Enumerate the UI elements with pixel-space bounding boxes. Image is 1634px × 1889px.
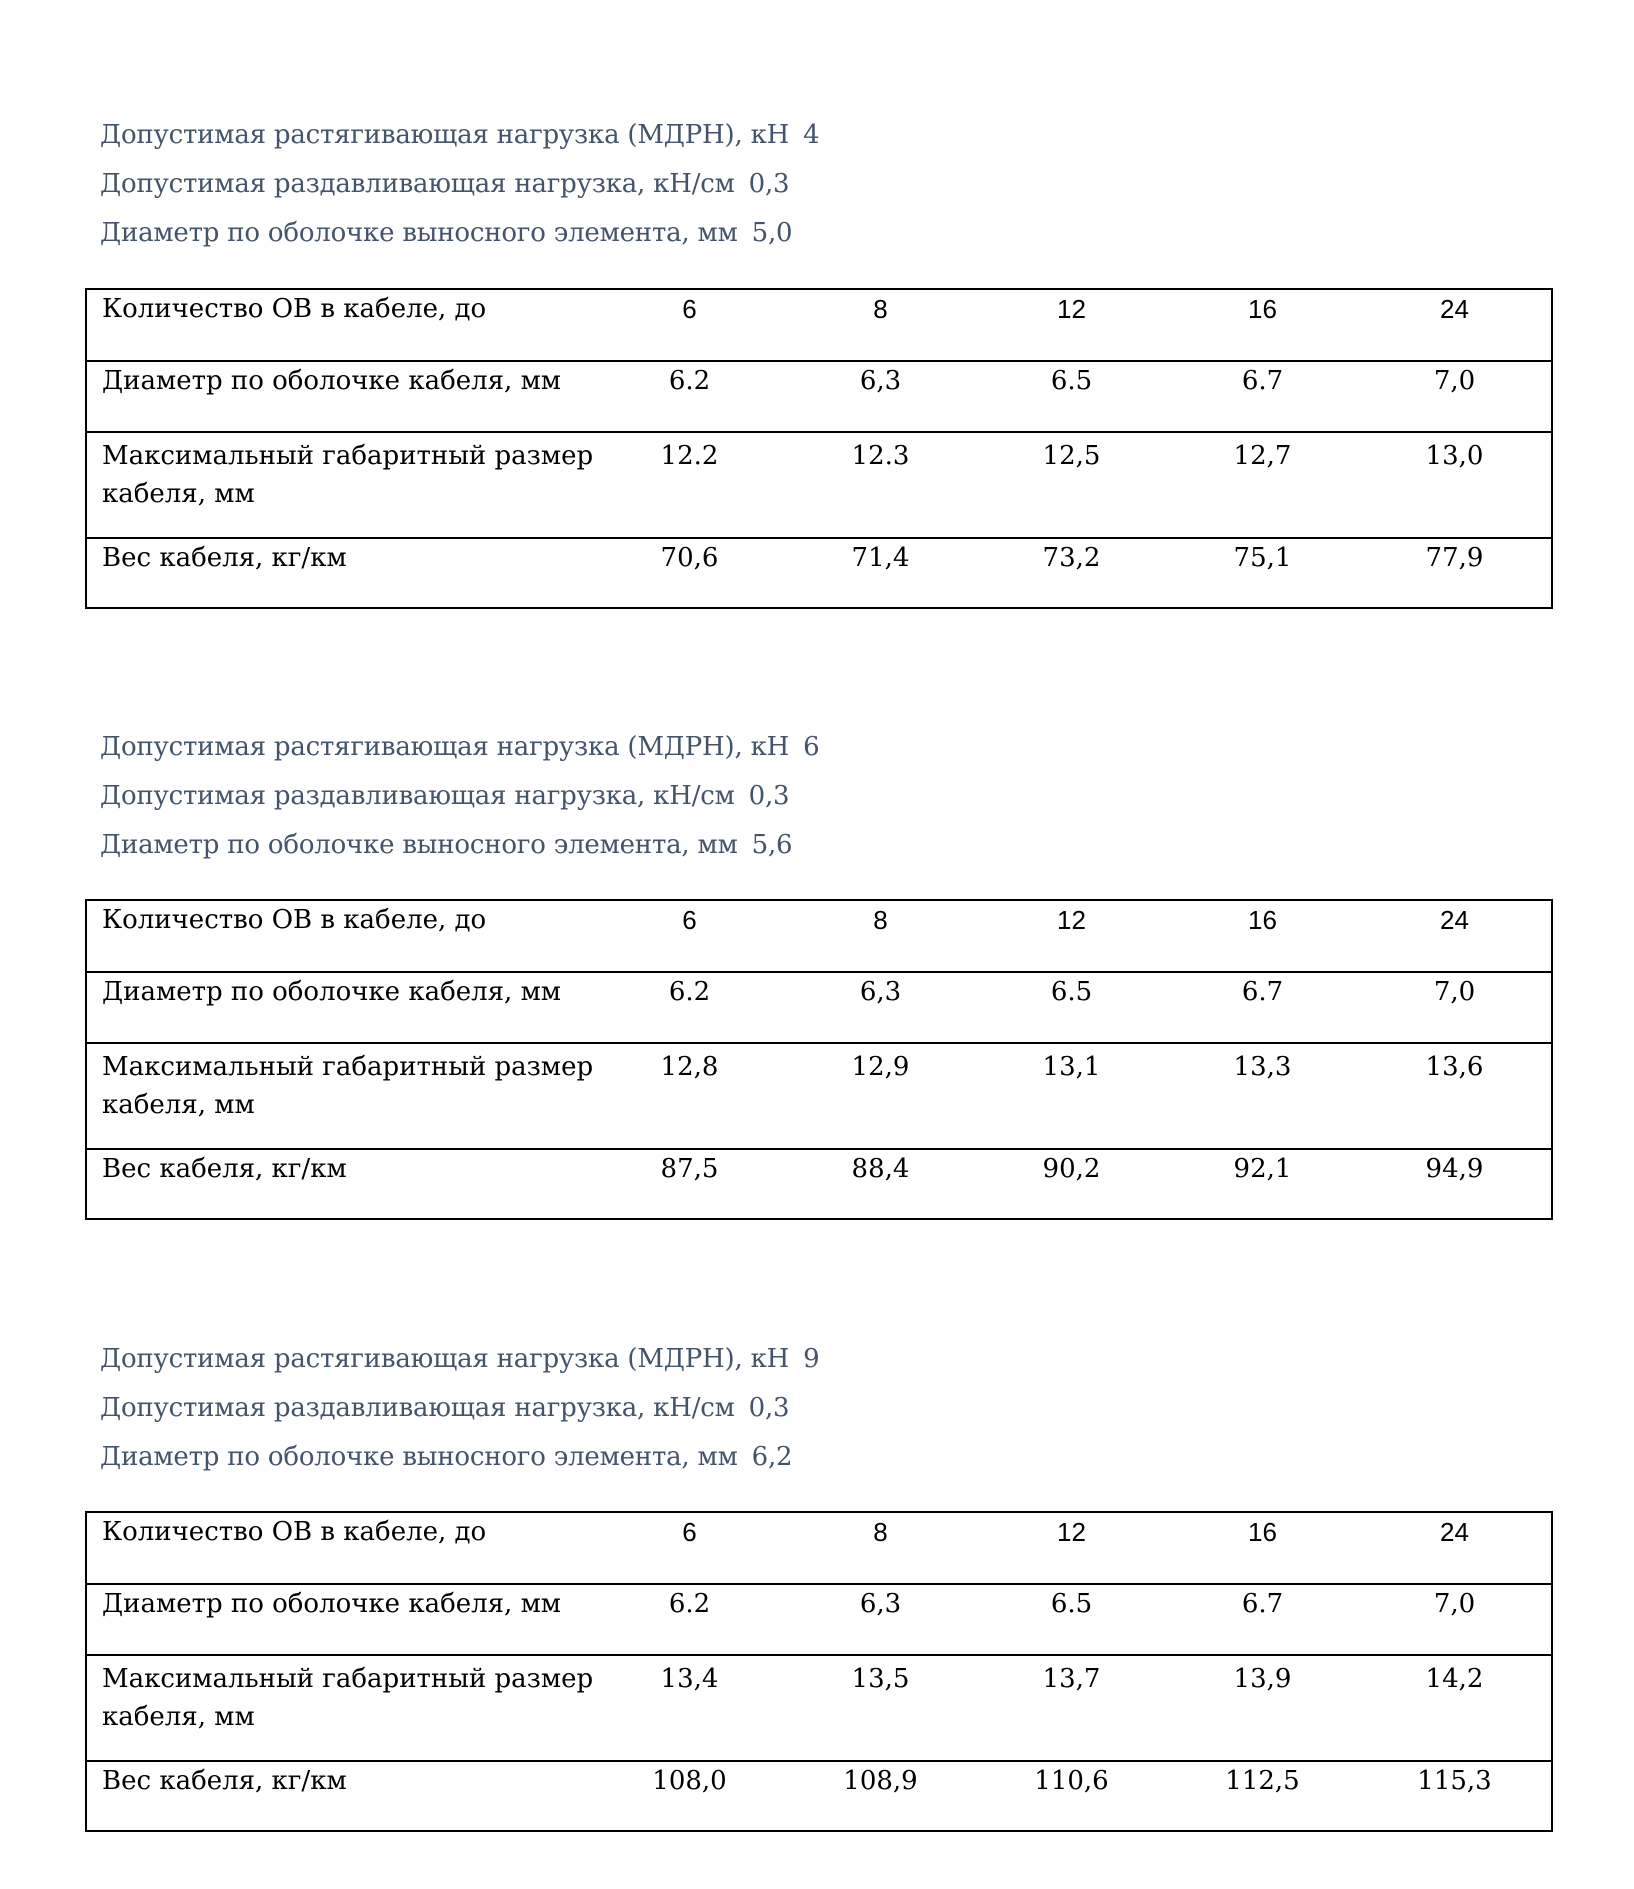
cell-value: 13,6 xyxy=(1358,1043,1552,1149)
cell-value: 7,0 xyxy=(1358,361,1552,432)
row-label: Максимальный габаритный размер кабеля, мм xyxy=(86,1655,594,1761)
cell-value: 73,2 xyxy=(976,538,1167,608)
cell-value: 6.2 xyxy=(594,361,785,432)
spec-value: 5,0 xyxy=(751,218,793,248)
spec-label: Допустимая растягивающая нагрузка (МДРН), кН xyxy=(100,732,790,762)
table-row-max-size xyxy=(86,432,1552,538)
row-label: Количество ОВ в кабеле, до xyxy=(86,900,594,972)
spec-label: Допустимая растягивающая нагрузка (МДРН), кН xyxy=(100,1344,790,1374)
cell-value: 8 xyxy=(785,1512,976,1584)
cell-value: 115,3 xyxy=(1358,1761,1552,1831)
cell-value: 6.5 xyxy=(976,361,1167,432)
row-label: Вес кабеля, кг/км xyxy=(86,1761,594,1831)
cell-value: 6.5 xyxy=(976,972,1167,1043)
cell-value: 75,1 xyxy=(1167,538,1358,608)
spec-value: 0,3 xyxy=(748,1393,790,1423)
cell-value: 7,0 xyxy=(1358,972,1552,1043)
cell-value: 12,9 xyxy=(785,1043,976,1149)
cell-value: 110,6 xyxy=(976,1761,1167,1831)
cable-params-table xyxy=(85,1511,1553,1832)
cell-value: 6,3 xyxy=(785,972,976,1043)
spec-tensile-load xyxy=(100,120,819,150)
spec-label: Допустимая раздавливающая нагрузка, кН/см xyxy=(100,1393,735,1423)
spec-label: Допустимая раздавливающая нагрузка, кН/см xyxy=(100,781,735,811)
spec-label: Допустимая растягивающая нагрузка (МДРН), кН xyxy=(100,120,790,150)
cell-value: 12 xyxy=(976,1512,1167,1584)
cable-params-table xyxy=(85,288,1553,609)
cell-value: 13,3 xyxy=(1167,1043,1358,1149)
cell-value: 13,0 xyxy=(1358,432,1552,538)
spec-crush-load xyxy=(100,1393,789,1423)
cell-value: 6.5 xyxy=(976,1584,1167,1655)
row-label: Максимальный габаритный размер кабеля, мм xyxy=(86,1043,594,1149)
cell-value: 88,4 xyxy=(785,1149,976,1219)
table-row-weight xyxy=(86,1761,1552,1831)
cell-value: 12.3 xyxy=(785,432,976,538)
cell-value: 16 xyxy=(1167,1512,1358,1584)
table-row-fiber-count xyxy=(86,900,1552,972)
cell-value: 6.2 xyxy=(594,972,785,1043)
cell-value: 6.7 xyxy=(1167,361,1358,432)
cell-value: 6,3 xyxy=(785,361,976,432)
cell-value: 13,1 xyxy=(976,1043,1167,1149)
cell-value: 108,0 xyxy=(594,1761,785,1831)
spec-value: 0,3 xyxy=(748,169,790,199)
cell-value: 12,5 xyxy=(976,432,1167,538)
cell-value: 12,7 xyxy=(1167,432,1358,538)
cell-value: 70,6 xyxy=(594,538,785,608)
row-label: Максимальный габаритный размер кабеля, мм xyxy=(86,432,594,538)
table-row-weight xyxy=(86,538,1552,608)
table-row-sheath-diameter xyxy=(86,1584,1552,1655)
row-label: Диаметр по оболочке кабеля, мм xyxy=(86,1584,594,1655)
cell-value: 24 xyxy=(1358,289,1552,361)
spec-value: 6,2 xyxy=(751,1442,793,1472)
spec-tensile-load xyxy=(100,732,819,762)
spec-element-diameter xyxy=(100,830,792,860)
table-row-sheath-diameter xyxy=(86,972,1552,1043)
cell-value: 13,5 xyxy=(785,1655,976,1761)
cell-value: 12 xyxy=(976,900,1167,972)
spec-crush-load xyxy=(100,781,789,811)
cell-value: 87,5 xyxy=(594,1149,785,1219)
cell-value: 108,9 xyxy=(785,1761,976,1831)
cell-value: 6,3 xyxy=(785,1584,976,1655)
spec-value: 6 xyxy=(803,732,820,762)
spec-value: 4 xyxy=(803,120,820,150)
row-label: Количество ОВ в кабеле, до xyxy=(86,1512,594,1584)
cell-value: 6.7 xyxy=(1167,972,1358,1043)
cell-value: 12,8 xyxy=(594,1043,785,1149)
cell-value: 24 xyxy=(1358,1512,1552,1584)
cell-value: 6 xyxy=(594,1512,785,1584)
spec-element-diameter xyxy=(100,218,792,248)
cell-value: 13,4 xyxy=(594,1655,785,1761)
table-row-fiber-count xyxy=(86,289,1552,361)
spec-label: Диаметр по оболочке выносного элемента, мм xyxy=(100,218,738,248)
spec-value: 5,6 xyxy=(751,830,793,860)
row-label: Вес кабеля, кг/км xyxy=(86,538,594,608)
cell-value: 7,0 xyxy=(1358,1584,1552,1655)
row-label: Диаметр по оболочке кабеля, мм xyxy=(86,361,594,432)
spec-element-diameter xyxy=(100,1442,792,1472)
cell-value: 92,1 xyxy=(1167,1149,1358,1219)
cell-value: 6 xyxy=(594,289,785,361)
cell-value: 94,9 xyxy=(1358,1149,1552,1219)
spec-label: Диаметр по оболочке выносного элемента, мм xyxy=(100,1442,738,1472)
table-row-max-size xyxy=(86,1043,1552,1149)
cell-value: 6 xyxy=(594,900,785,972)
cell-value: 8 xyxy=(785,900,976,972)
spec-value: 9 xyxy=(803,1344,820,1374)
cable-params-table xyxy=(85,899,1553,1220)
cell-value: 14,2 xyxy=(1358,1655,1552,1761)
cell-value: 77,9 xyxy=(1358,538,1552,608)
spec-label: Допустимая раздавливающая нагрузка, кН/см xyxy=(100,169,735,199)
table-row-max-size xyxy=(86,1655,1552,1761)
cell-value: 8 xyxy=(785,289,976,361)
cell-value: 6.7 xyxy=(1167,1584,1358,1655)
cell-value: 12.2 xyxy=(594,432,785,538)
table-row-weight xyxy=(86,1149,1552,1219)
row-label: Диаметр по оболочке кабеля, мм xyxy=(86,972,594,1043)
cell-value: 16 xyxy=(1167,289,1358,361)
cell-value: 112,5 xyxy=(1167,1761,1358,1831)
cell-value: 6.2 xyxy=(594,1584,785,1655)
cell-value: 24 xyxy=(1358,900,1552,972)
cell-value: 71,4 xyxy=(785,538,976,608)
cell-value: 13,9 xyxy=(1167,1655,1358,1761)
spec-label: Диаметр по оболочке выносного элемента, мм xyxy=(100,830,738,860)
cell-value: 13,7 xyxy=(976,1655,1167,1761)
table-row-fiber-count xyxy=(86,1512,1552,1584)
spec-crush-load xyxy=(100,169,789,199)
row-label: Количество ОВ в кабеле, до xyxy=(86,289,594,361)
row-label: Вес кабеля, кг/км xyxy=(86,1149,594,1219)
spec-value: 0,3 xyxy=(748,781,790,811)
cell-value: 12 xyxy=(976,289,1167,361)
table-row-sheath-diameter xyxy=(86,361,1552,432)
cell-value: 90,2 xyxy=(976,1149,1167,1219)
spec-tensile-load xyxy=(100,1344,819,1374)
cell-value: 16 xyxy=(1167,900,1358,972)
